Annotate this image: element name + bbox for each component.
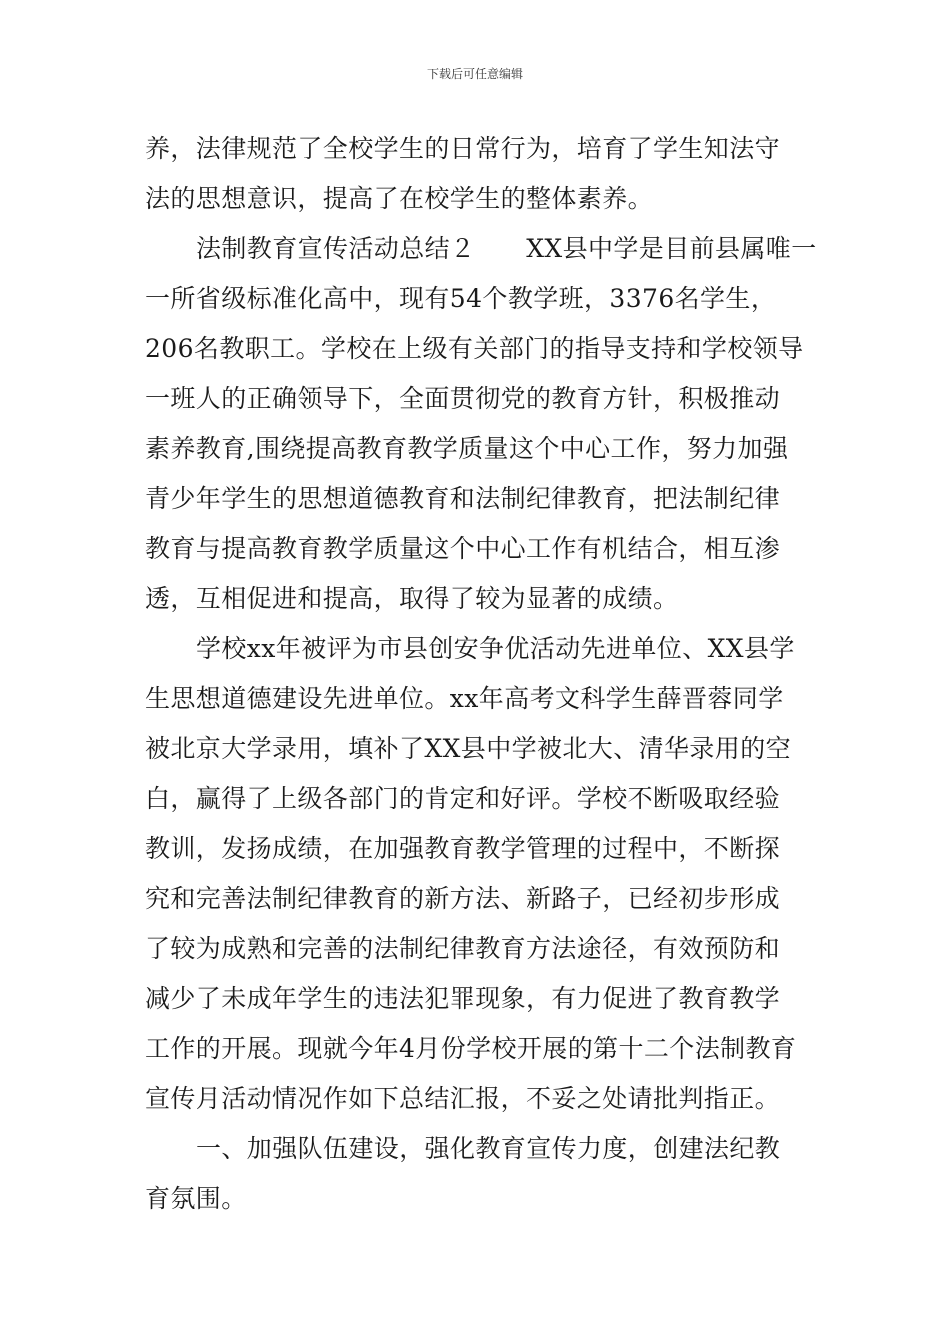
- text-line: 素养教育,围绕提高教育教学质量这个中心工作，努力加强: [145, 434, 789, 463]
- text-line: 生思想道德建设先进单位。xx年高考文科学生薛晋蓉同学: [145, 684, 784, 713]
- text-line: 教育与提高教育教学质量这个中心工作有机结合，相互渗: [145, 534, 781, 563]
- text-line: 宣传月活动情况作如下总结汇报，不妥之处请批判指正。: [145, 1084, 781, 1113]
- header-note: 下载后可任意编辑: [426, 67, 523, 81]
- paragraph-first-line: 学校xx年被评为市县创安争优活动先进单位、XX县学: [196, 634, 795, 663]
- text-line: 青少年学生的思想道德教育和法制纪律教育，把法制纪律: [145, 484, 781, 513]
- document-body: [145, 124, 817, 1224]
- text-line: 一所省级标准化高中，现有54个教学班，3376名学生，: [145, 284, 777, 313]
- text-line: 育氛围。: [145, 1184, 247, 1213]
- text-line: 工作的开展。现就今年4月份学校开展的第十二个法制教育: [145, 1034, 797, 1063]
- paragraph-first-line: 法制教育宣传活动总结２ XX县中学是目前县属唯一: [196, 234, 817, 263]
- text-line: 减少了未成年学生的违法犯罪现象，有力促进了教育教学: [145, 984, 781, 1013]
- text-line: 究和完善法制纪律教育的新方法、新路子，已经初步形成: [145, 884, 781, 913]
- text-line: 教训，发扬成绩，在加强教育教学管理的过程中，不断探: [145, 834, 781, 863]
- text-line: 206名教职工。学校在上级有关部门的指导支持和学校领导: [145, 334, 804, 363]
- text-line: 白，赢得了上级各部门的肯定和好评。学校不断吸取经验: [145, 784, 781, 813]
- text-line: 透，互相促进和提高，取得了较为显著的成绩。: [145, 584, 679, 613]
- text-line: 被北京大学录用，填补了XX县中学被北大、清华录用的空: [145, 734, 791, 763]
- paragraph-first-line: 一、加强队伍建设，强化教育宣传力度，创建法纪教: [196, 1134, 781, 1163]
- text-line: 养，法律规范了全校学生的日常行为，培育了学生知法守: [145, 134, 781, 163]
- text-line: 法的思想意识，提高了在校学生的整体素养。: [145, 184, 654, 213]
- text-line: 了较为成熟和完善的法制纪律教育方法途径，有效预防和: [145, 934, 781, 963]
- text-line: 一班人的正确领导下，全面贯彻党的教育方针，积极推动: [145, 384, 781, 413]
